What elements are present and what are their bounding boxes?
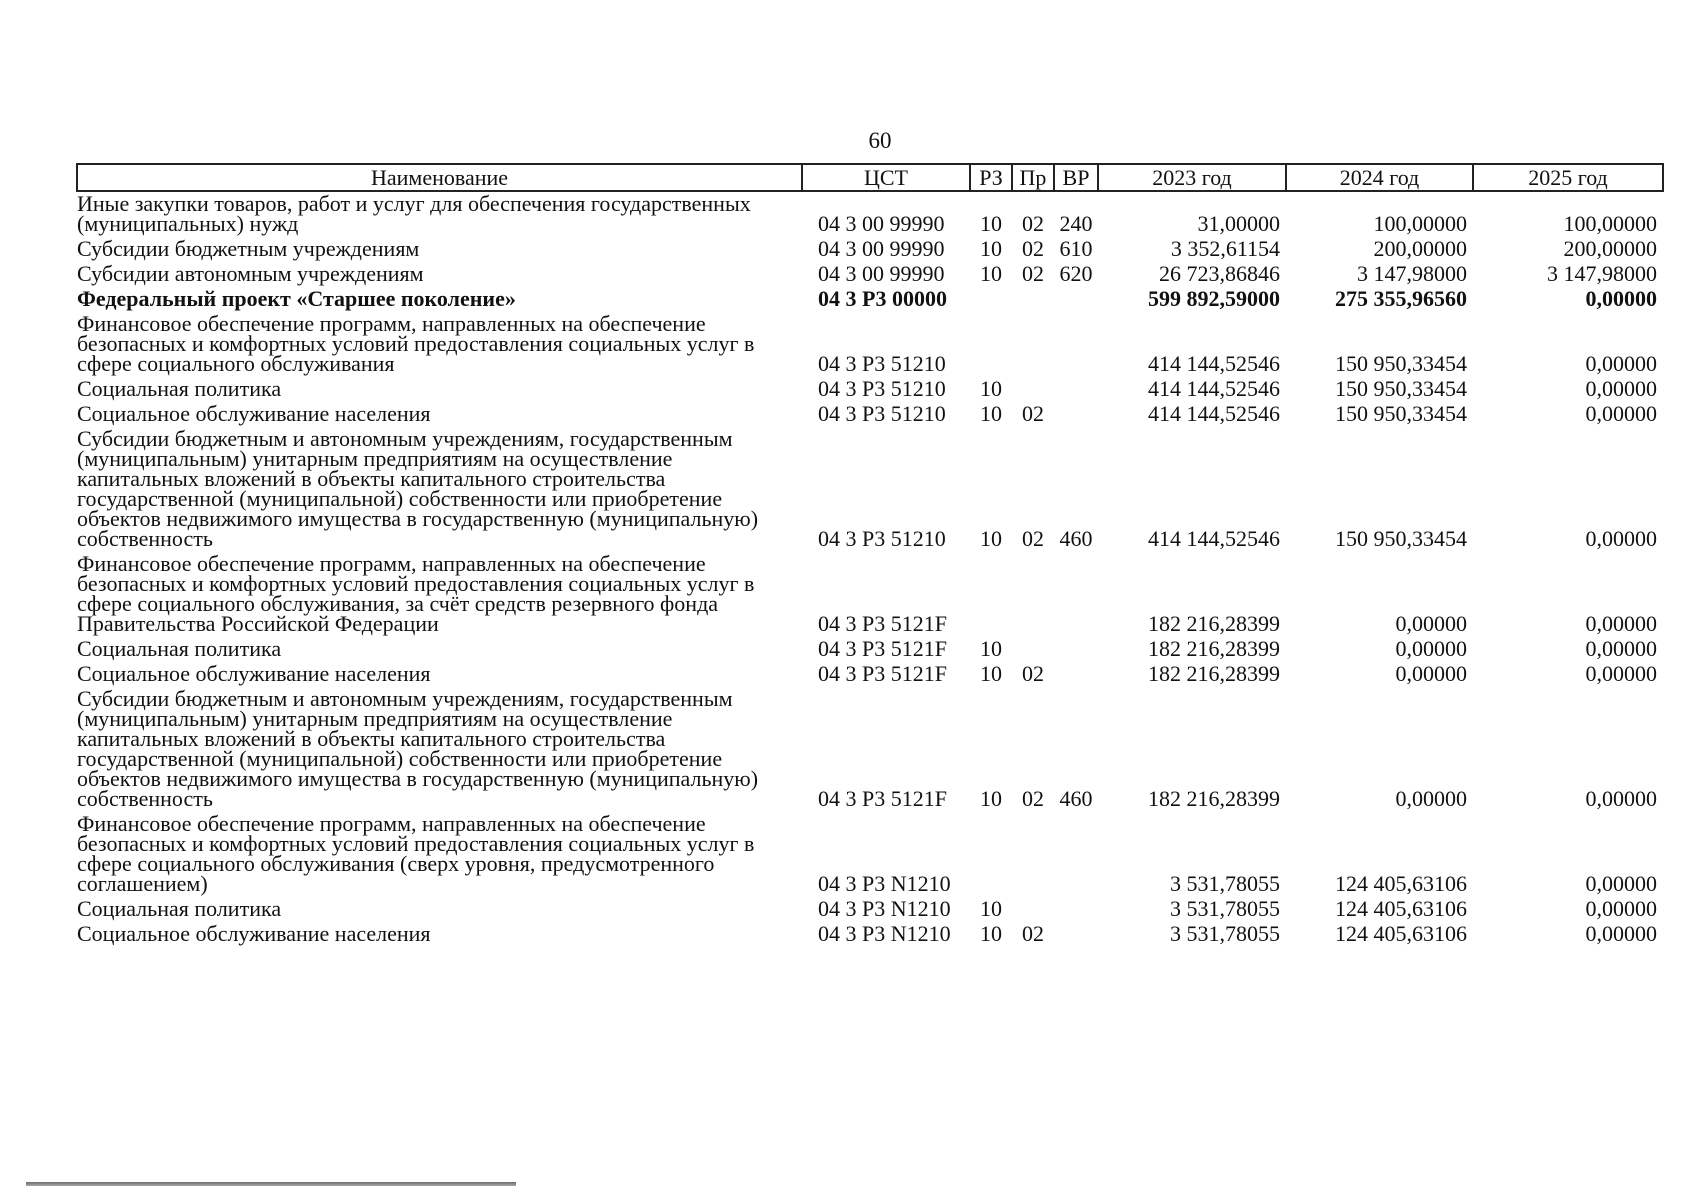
row-vr xyxy=(1054,812,1098,897)
row-rz xyxy=(970,287,1012,312)
row-vr xyxy=(1054,897,1098,922)
row-2024: 0,00000 xyxy=(1395,611,1467,636)
row-name: Иные закупки товаров, работ и услуг для обеспечения государственных (муниципальных) нужд xyxy=(77,191,751,236)
row-2023: 3 531,78055 xyxy=(1170,896,1280,921)
row-cst: 04 3 00 99990 xyxy=(818,261,945,286)
page-number: 60 xyxy=(868,128,892,153)
row-pr xyxy=(1012,897,1054,922)
row-2024: 0,00000 xyxy=(1395,636,1467,661)
row-vr xyxy=(1054,402,1098,427)
table-row xyxy=(77,897,1663,922)
row-vr xyxy=(1054,287,1098,312)
row-rz xyxy=(970,812,1012,897)
row-cst: 04 3 P3 51210 xyxy=(818,376,946,401)
row-rz xyxy=(970,552,1012,637)
row-rz: 10 xyxy=(980,261,1002,286)
row-cst: 04 3 P3 N1210 xyxy=(818,921,951,946)
row-pr: 02 xyxy=(1022,211,1044,236)
row-vr xyxy=(1054,637,1098,662)
row-pr xyxy=(1012,552,1054,637)
row-2025: 0,00000 xyxy=(1585,376,1657,401)
table-header xyxy=(77,164,1663,191)
row-2025: 200,00000 xyxy=(1563,236,1657,261)
table-row xyxy=(77,552,1663,637)
row-cst: 04 3 P3 5121F xyxy=(818,661,947,686)
row-cst: 04 3 P3 51210 xyxy=(818,351,946,376)
table-row xyxy=(77,262,1663,287)
row-cst: 04 3 P3 51210 xyxy=(818,526,946,551)
header-rz: РЗ xyxy=(970,164,1012,191)
row-name: Социальное обслуживание населения xyxy=(77,921,431,946)
table-row xyxy=(77,312,1663,377)
row-pr: 02 xyxy=(1022,921,1044,946)
row-name: Финансовое обеспечение программ, направленных на обеспечение безопасных и комфортных условий предоставления социальных услуг в сфере социального обслуживания xyxy=(77,311,755,376)
row-2023: 31,00000 xyxy=(1197,211,1280,236)
row-pr xyxy=(1012,812,1054,897)
table-row xyxy=(77,237,1663,262)
row-cst: 04 3 P3 5121F xyxy=(818,611,947,636)
row-2024: 124 405,63106 xyxy=(1335,896,1467,921)
row-pr: 02 xyxy=(1022,261,1044,286)
row-2025: 0,00000 xyxy=(1585,526,1657,551)
row-2025: 0,00000 xyxy=(1585,286,1657,311)
row-2025: 0,00000 xyxy=(1585,401,1657,426)
row-vr: 610 xyxy=(1059,236,1093,261)
row-pr: 02 xyxy=(1022,786,1044,811)
header-2023: 2023 год xyxy=(1098,164,1286,191)
row-rz: 10 xyxy=(980,401,1002,426)
row-vr: 460 xyxy=(1059,786,1093,811)
table-row xyxy=(77,402,1663,427)
row-2023: 182 216,28399 xyxy=(1148,661,1280,686)
row-2024: 150 950,33454 xyxy=(1335,376,1467,401)
row-cst: 04 3 P3 N1210 xyxy=(818,896,951,921)
row-rz xyxy=(970,312,1012,377)
row-2024: 200,00000 xyxy=(1373,236,1467,261)
row-name: Социальное обслуживание населения xyxy=(77,661,431,686)
row-name: Субсидии бюджетным и автономным учреждениям, государственным (муниципальным) унитарным предприятиям на осуществление капитальных вложений в объекты капитального строительства государственной (муниципальной) собственности или приобретение объектов недвижимого имущества в государственную (муниципальную) собственность xyxy=(77,426,759,551)
row-2024: 0,00000 xyxy=(1395,786,1467,811)
row-2025: 3 147,98000 xyxy=(1547,261,1657,286)
row-vr xyxy=(1054,552,1098,637)
row-2024: 150 950,33454 xyxy=(1335,401,1467,426)
table-body xyxy=(77,191,1663,947)
row-name: Субсидии автономным учреждениям xyxy=(77,261,424,286)
row-cst: 04 3 00 99990 xyxy=(818,211,945,236)
row-vr: 460 xyxy=(1059,526,1093,551)
row-2024: 0,00000 xyxy=(1395,661,1467,686)
row-name: Социальная политика xyxy=(77,376,282,401)
row-2023: 414 144,52546 xyxy=(1148,376,1280,401)
row-pr xyxy=(1012,287,1054,312)
row-vr xyxy=(1054,312,1098,377)
row-2023: 182 216,28399 xyxy=(1148,611,1280,636)
row-2024: 150 950,33454 xyxy=(1335,526,1467,551)
row-vr: 620 xyxy=(1059,261,1093,286)
table-row xyxy=(77,662,1663,687)
table-row xyxy=(77,922,1663,947)
header-2025: 2025 год xyxy=(1473,164,1663,191)
header-name: Наименование xyxy=(77,164,802,191)
row-name: Федеральный проект «Старшее поколение» xyxy=(77,286,516,311)
row-2024: 124 405,63106 xyxy=(1335,871,1467,896)
row-2023: 26 723,86846 xyxy=(1159,261,1280,286)
row-2024: 100,00000 xyxy=(1373,211,1467,236)
row-2024: 275 355,96560 xyxy=(1335,286,1467,311)
row-name: Финансовое обеспечение программ, направленных на обеспечение безопасных и комфортных условий предоставления социальных услуг в сфере социального обслуживания, за счёт средств резервного фонда Правительства Российской Федерации xyxy=(77,551,755,636)
row-pr: 02 xyxy=(1022,236,1044,261)
row-rz: 10 xyxy=(980,921,1002,946)
header-cst: ЦСТ xyxy=(802,164,970,191)
row-2025: 0,00000 xyxy=(1585,921,1657,946)
row-2025: 0,00000 xyxy=(1585,896,1657,921)
row-rz: 10 xyxy=(980,661,1002,686)
row-2025: 0,00000 xyxy=(1585,661,1657,686)
row-pr: 02 xyxy=(1022,526,1044,551)
row-pr: 02 xyxy=(1022,661,1044,686)
table-row xyxy=(77,427,1663,552)
row-cst: 04 3 P3 5121F xyxy=(818,786,947,811)
row-name: Субсидии бюджетным и автономным учреждениям, государственным (муниципальным) унитарным предприятиям на осуществление капитальных вложений в объекты капитального строительства государственной (муниципальной) собственности или приобретение объектов недвижимого имущества в государственную (муниципальную) собственность xyxy=(77,686,759,811)
row-rz: 10 xyxy=(980,896,1002,921)
row-cst: 04 3 P3 5121F xyxy=(818,636,947,661)
row-2023: 414 144,52546 xyxy=(1148,401,1280,426)
row-2023: 599 892,59000 xyxy=(1148,286,1280,311)
row-2024: 150 950,33454 xyxy=(1335,351,1467,376)
row-2024: 3 147,98000 xyxy=(1357,261,1467,286)
row-2025: 0,00000 xyxy=(1585,871,1657,896)
row-2023: 414 144,52546 xyxy=(1148,351,1280,376)
row-cst: 04 3 P3 51210 xyxy=(818,401,946,426)
row-pr xyxy=(1012,377,1054,402)
row-pr xyxy=(1012,312,1054,377)
row-vr xyxy=(1054,662,1098,687)
row-2025: 100,00000 xyxy=(1563,211,1657,236)
table-row xyxy=(77,812,1663,897)
row-rz: 10 xyxy=(980,236,1002,261)
table-row xyxy=(77,687,1663,812)
row-rz: 10 xyxy=(980,786,1002,811)
row-2025: 0,00000 xyxy=(1585,351,1657,376)
row-2023: 182 216,28399 xyxy=(1148,636,1280,661)
row-2023: 3 531,78055 xyxy=(1170,921,1280,946)
row-name: Социальная политика xyxy=(77,636,282,661)
row-2024: 124 405,63106 xyxy=(1335,921,1467,946)
budget-table xyxy=(76,163,1664,947)
row-cst: 04 3 P3 N1210 xyxy=(818,871,951,896)
row-rz: 10 xyxy=(980,211,1002,236)
row-2023: 3 531,78055 xyxy=(1170,871,1280,896)
row-name: Социальная политика xyxy=(77,896,282,921)
row-pr xyxy=(1012,637,1054,662)
row-cst: 04 3 P3 00000 xyxy=(818,286,947,311)
header-pr: Пр xyxy=(1012,164,1054,191)
row-rz: 10 xyxy=(980,636,1002,661)
row-vr: 240 xyxy=(1059,211,1093,236)
table-row xyxy=(77,191,1663,237)
row-2025: 0,00000 xyxy=(1585,636,1657,661)
row-cst: 04 3 00 99990 xyxy=(818,236,945,261)
table-row-federal-project xyxy=(77,287,1663,312)
row-vr xyxy=(1054,922,1098,947)
row-2023: 414 144,52546 xyxy=(1148,526,1280,551)
row-2025: 0,00000 xyxy=(1585,786,1657,811)
header-vr: ВР xyxy=(1054,164,1098,191)
row-2023: 3 352,61154 xyxy=(1170,236,1280,261)
row-name: Социальное обслуживание населения xyxy=(77,401,431,426)
row-name: Субсидии бюджетным учреждениям xyxy=(77,236,420,261)
table-row xyxy=(77,637,1663,662)
row-rz: 10 xyxy=(980,526,1002,551)
header-2024: 2024 год xyxy=(1286,164,1473,191)
row-2023: 182 216,28399 xyxy=(1148,786,1280,811)
row-2025: 0,00000 xyxy=(1585,611,1657,636)
footer-divider xyxy=(26,1182,516,1186)
row-rz: 10 xyxy=(980,376,1002,401)
table-row xyxy=(77,377,1663,402)
row-pr: 02 xyxy=(1022,401,1044,426)
row-name: Финансовое обеспечение программ, направленных на обеспечение безопасных и комфортных условий предоставления социальных услуг в сфере социального обслуживания (сверх уровня, предусмотренного соглашением) xyxy=(77,811,755,896)
row-vr xyxy=(1054,377,1098,402)
